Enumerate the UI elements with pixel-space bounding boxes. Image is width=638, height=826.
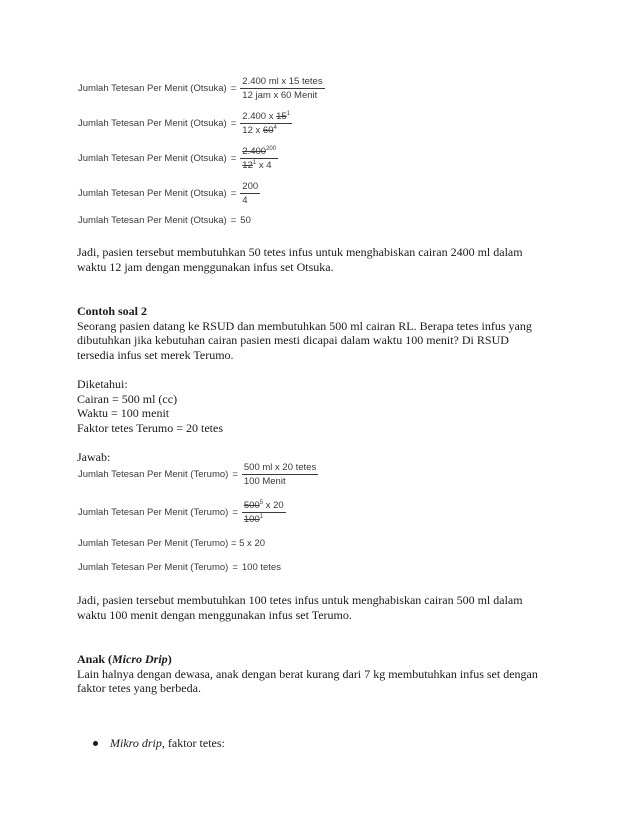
text-line: dibutuhkan jika kebutuhan cairan pasien mesti dicapai dalam waktu 100 menit? Di RSUD [77,333,509,347]
bullet-rest: , faktor tetes: [161,736,225,750]
formula-otsuka-step4 [78,181,260,206]
formula-line: Jumlah Tetesan Per Menit (Terumo) = 5 x 20 [78,538,266,549]
heading-italic: Micro Drip [112,652,168,666]
denominator-part: x 4 [256,160,272,171]
numerator [240,146,278,159]
denominator-cancelled: 100 [243,514,260,525]
numerator-superscript: 200 [266,146,277,152]
formula-label: Jumlah Tetesan Per Menit (Terumo) [78,562,229,573]
conclusion-terumo [77,593,567,622]
numerator-superscript: 1 [286,111,291,117]
text-line: faktor tetes yang berbeda. [77,681,201,695]
formula-otsuka-result [78,215,251,226]
conclusion-otsuka [77,245,567,274]
numerator-part: 2.400 x [242,111,277,122]
numerator-part: x 20 [263,500,284,511]
denominator: 100 Menit [243,476,286,487]
formula-label: Jumlah Tetesan Per Menit (Otsuka) [78,118,227,129]
fraction [240,111,292,136]
text-line: Lain halnya dengan dewasa, anak dengan berat kurang dari 7 kg membutuhkan infus set dengan [77,666,538,681]
numerator-cancelled: 2.400 [242,146,267,157]
fraction [240,146,278,171]
denominator [240,124,279,136]
formula-label: Jumlah Tetesan Per Menit (Otsuka) [78,83,227,94]
bullet-item [93,736,225,751]
equals-sign: = [230,153,237,164]
formula-result: 50 [240,215,251,226]
equals-sign: = [230,83,237,94]
known-label: Diketahui: [77,377,128,391]
bullet-italic: Mikro drip [110,736,162,750]
denominator-cancelled: 60 [262,125,274,136]
denominator-cancelled: 12 [242,160,253,171]
formula-terumo-step3 [78,538,265,549]
text-line: waktu 100 menit dengan menggunakan infus set Terumo. [77,607,352,622]
numerator-cancelled: 15 [276,111,287,122]
child-micro-drip-section [77,652,567,696]
formula-label: Jumlah Tetesan Per Menit (Otsuka) [78,153,227,164]
numerator: 500 ml x 20 tetes [243,462,317,473]
denominator-superscript: 4 [273,125,277,131]
denominator [242,513,265,525]
formula-terumo-step1 [78,462,318,487]
formula-otsuka-step1 [78,76,325,101]
denominator-part: 12 x [242,125,263,136]
bullet-text [110,736,225,751]
equals-sign: = [230,188,237,199]
formula-label: Jumlah Tetesan Per Menit (Otsuka) [78,215,227,226]
formula-label: Jumlah Tetesan Per Menit (Otsuka) [78,188,227,199]
formula-otsuka-step3 [78,146,278,171]
known-values [77,377,567,435]
text-line: Jadi, pasien tersebut membutuhkan 100 tetes infus untuk menghabiskan cairan 500 ml dalam [77,593,523,607]
formula-otsuka-step2 [78,111,292,136]
formula-result: 100 tetes [241,562,281,573]
example-2-section [77,304,567,362]
known-drip-factor: Faktor tetes Terumo = 20 tetes [77,420,224,435]
fraction [240,76,324,101]
heading-part: Anak ( [77,652,113,666]
bullet-icon [93,741,98,746]
fraction [242,462,318,487]
numerator-superscript: 5 [259,500,264,506]
denominator-superscript: 1 [252,160,257,166]
text-line: waktu 12 jam dengan menggunakan infus set Otsuka. [77,259,334,274]
numerator [242,500,286,513]
section-heading [77,652,567,667]
equals-sign: = [232,507,238,518]
denominator-superscript: 1 [259,514,264,520]
text-line: Jawab: [77,450,111,464]
denominator: 4 [242,195,248,206]
section-heading: Contoh soal 2 [77,304,148,318]
numerator: 2.400 ml x 15 tetes [242,76,323,87]
heading-part: ) [167,652,172,666]
numerator [240,111,292,124]
equals-sign: = [232,562,238,573]
formula-label: Jumlah Tetesan Per Menit (Terumo) [78,507,229,518]
known-fluid: Cairan = 500 ml (cc) [77,391,178,406]
equals-sign: = [230,215,237,226]
denominator [240,159,273,171]
text-line: Seorang pasien datang ke RSUD dan membutuhkan 500 ml cairan RL. Berapa tetes infus yang [77,318,532,333]
fraction [242,500,286,525]
text-line: Jadi, pasien tersebut membutuhkan 50 tetes infus untuk menghabiskan cairan 2400 ml dalam [77,245,523,259]
numerator-cancelled: 500 [243,500,260,511]
equals-sign: = [230,118,237,129]
equals-sign: = [232,469,238,480]
denominator: 12 jam x 60 Menit [242,90,318,101]
text-line: tersedia infus set merek Terumo. [77,347,234,362]
formula-terumo-result [78,562,281,573]
formula-terumo-step2 [78,500,286,525]
fraction [240,181,260,206]
numerator: 200 [242,181,259,192]
known-time: Waktu = 100 menit [77,406,170,420]
formula-label: Jumlah Tetesan Per Menit (Terumo) [78,469,229,480]
